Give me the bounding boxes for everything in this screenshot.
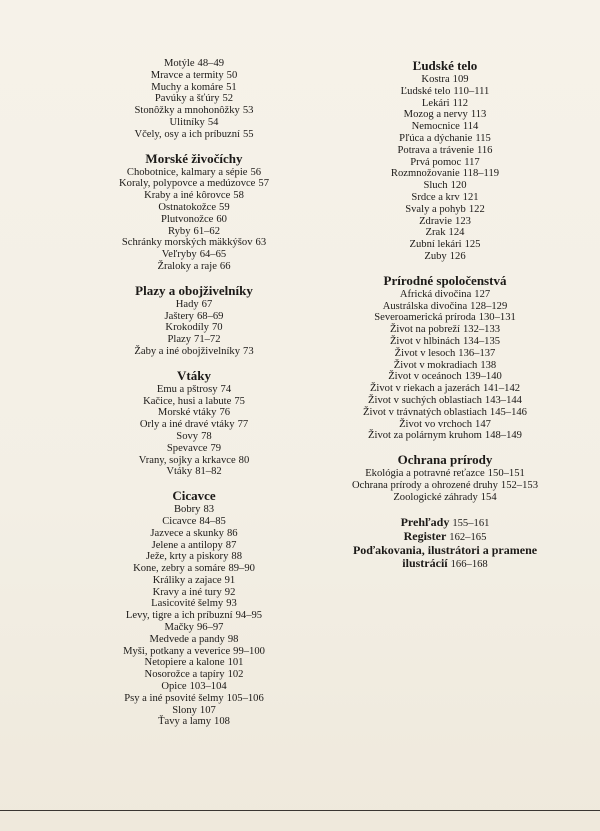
toc-entry-title: Jelene a antilopy (151, 539, 223, 551)
toc-entry-page: 87 (225, 539, 237, 551)
toc-entry-title: Ulitníky (169, 116, 205, 128)
toc-entry-page: 56 (250, 166, 262, 178)
toc-entry (167, 443, 221, 455)
toc-entry (176, 299, 213, 311)
toc-entry-title: Život v trávnatých oblastiach (363, 406, 487, 418)
toc-entry (126, 610, 262, 622)
toc-entry-page: 103–104 (189, 681, 227, 693)
toc-entry-title: Koraly, polypovce a medúzovce (119, 178, 256, 190)
toc-entry-page: 145–146 (489, 406, 527, 418)
toc-entry (370, 383, 520, 395)
toc-column-left (70, 58, 318, 738)
toc-entry-page: 162–165 (449, 531, 487, 543)
toc-entry-title: Králiky a zajace (152, 574, 222, 586)
toc-entry (122, 237, 266, 249)
toc-entry (166, 466, 221, 478)
toc-entry-page: 50 (226, 69, 238, 81)
toc-entry-page: 54 (207, 116, 219, 128)
toc-entry-title: Levy, tigre a ich príbuzní (125, 610, 233, 622)
section-heading: Plazy a obojživelníky (135, 282, 253, 298)
toc-entry-page: 94–95 (235, 610, 263, 622)
toc-entry-title: Život za polárnym kruhom (368, 430, 482, 442)
toc-entry-page: 57 (258, 178, 269, 190)
toc-entry (165, 311, 224, 323)
toc-entry-title: Motýle (163, 58, 195, 69)
toc-entry-title: Ochrana prírody a ohrozené druhy (352, 479, 498, 491)
toc-section (139, 368, 250, 478)
toc-entry-title: Nemocnice (411, 121, 460, 133)
toc-entry-title: Život v lesoch (394, 347, 456, 359)
toc-entry (405, 204, 485, 216)
toc-entry (127, 167, 261, 179)
toc-entry-title: Psy a iné psovité šelmy (124, 692, 224, 704)
toc-entry (390, 336, 500, 348)
toc-entry-title: Krokodíly (165, 322, 209, 334)
toc-entry-page: 134–135 (462, 335, 501, 347)
toc-entry-title: Muchy a komáre (151, 81, 224, 93)
toc-entry (144, 190, 244, 202)
toc-entry-title: Jazvece a skunky (150, 527, 224, 539)
toc-entry (400, 289, 490, 301)
toc-entry-page: 53 (242, 105, 254, 117)
toc-entry-title: Bobry (173, 504, 201, 516)
toc-entry-page: 79 (210, 442, 222, 454)
toc-section (123, 488, 265, 728)
toc-entry (164, 58, 224, 70)
toc-entry-page: 48–49 (197, 58, 225, 69)
toc-entry-title: Severoamerická príroda (374, 312, 476, 324)
toc-section (119, 151, 269, 273)
toc-entry-title: Chobotnice, kalmary a sépie (126, 166, 248, 178)
toc-entry-page: 51 (226, 81, 237, 93)
toc-entry-page: 102 (227, 669, 244, 681)
toc-entry-page: 112 (452, 97, 469, 109)
toc-entry-title: Vtáky (166, 466, 193, 478)
toc-entry-page: 55 (242, 128, 254, 140)
toc-entry-page: 52 (222, 93, 234, 105)
toc-entry-page: 110–111 (453, 85, 490, 97)
toc-entry-title: Myši, potkany a veverice (123, 645, 231, 657)
toc-entry-page: 81–82 (195, 466, 222, 478)
toc-entry-page: 80 (238, 454, 250, 466)
toc-entry-page: 91 (224, 574, 236, 586)
toc-entry (176, 431, 211, 443)
toc-entry (153, 587, 236, 599)
toc-entry-page: 78 (201, 430, 212, 442)
toc-entry-page: 128–129 (470, 300, 508, 312)
toc-entry (363, 407, 527, 419)
bottom-rule (0, 810, 600, 811)
toc-entry-title: Prvá pomoc (410, 156, 462, 168)
toc-entry (368, 395, 522, 407)
toc-section (352, 452, 538, 503)
toc-entry-page: 99–100 (233, 645, 265, 657)
toc-entry-page: 139–140 (464, 371, 502, 383)
toc-entry (172, 705, 216, 717)
toc-entry-title: Srdce a krv (411, 191, 460, 203)
toc-entry (170, 117, 219, 129)
toc-entry (412, 121, 479, 133)
toc-entry (383, 301, 508, 313)
toc-entry (151, 598, 237, 610)
toc-entry-title: Austrálska divočina (382, 300, 468, 312)
toc-entry-title: Prehľady (400, 514, 450, 529)
toc-entry (410, 239, 481, 251)
toc-entry (399, 133, 491, 145)
toc-entry-title: Zoologické záhrady (393, 491, 478, 503)
toc-entry-title: Opice (161, 681, 187, 693)
toc-entry-title: Život v hlbinách (389, 335, 460, 347)
toc-entry (119, 178, 269, 190)
toc-entry-page: 166–168 (450, 558, 488, 570)
toc-section-continued (134, 58, 253, 141)
toc-entry (401, 86, 490, 98)
toc-entry-page: 74 (220, 383, 232, 395)
toc-entry-title: Rozmnožovanie (390, 168, 460, 180)
toc-entry (423, 180, 466, 192)
section-heading: Ľudské telo (412, 58, 478, 73)
toc-entry (123, 646, 265, 658)
toc-entry-page: 88 (231, 551, 242, 563)
toc-entry (368, 430, 522, 442)
toc-entry-title: Kone, zebry a somáre (133, 563, 226, 575)
toc-entry (162, 516, 226, 528)
toc-entry-title: Emu a pštrosy (156, 383, 218, 395)
toc-entry (153, 575, 235, 587)
section-heading: Cicavce (172, 488, 216, 504)
toc-entry-page: 83 (203, 504, 215, 516)
toc-entry-page: 121 (462, 191, 479, 203)
toc-entry-page: 122 (468, 203, 485, 215)
toc-entry-page: 141–142 (482, 383, 521, 395)
toc-entry-title: Žaby a iné obojživelníky (134, 345, 241, 357)
toc-entry (158, 716, 230, 728)
toc-entry (395, 348, 496, 360)
toc-entry-page: 109 (452, 74, 469, 85)
toc-entry-page: 130–131 (478, 312, 516, 324)
toc-entry (151, 82, 236, 94)
toc-entry-page: 108 (214, 716, 230, 728)
toc-entry-page: 143–144 (484, 394, 522, 406)
toc-entry-title: Mačky (164, 622, 194, 634)
toc-entry-title: Pľúca a dýchanie (399, 132, 473, 144)
toc-entry-page: 70 (211, 322, 223, 334)
toc-entry-title: Mravce a termity (150, 69, 224, 81)
toc-entry (422, 98, 468, 110)
toc-entry (399, 419, 491, 431)
toc-entry-title: Kostra (421, 74, 450, 85)
toc-entry-title: Plutvonožce (161, 213, 214, 225)
toc-entry (419, 216, 471, 228)
toc-entry (168, 226, 220, 238)
toc-entry-title: Sluch (423, 180, 448, 192)
toc-entry (134, 346, 253, 358)
toc-entry-page: 64–65 (199, 249, 227, 261)
toc-entry-page: 117 (464, 156, 480, 168)
toc-entry-page: 77 (237, 419, 249, 431)
toc-entry-page: 73 (243, 345, 254, 357)
toc-entry-page: 123 (455, 215, 471, 227)
toc-entry-title: Ekológia a potravné reťazce (365, 468, 485, 480)
toc-entry-page: 84–85 (199, 515, 226, 527)
toc-entry (424, 251, 465, 263)
toc-entry-title: Lekári (421, 97, 450, 109)
section-heading: Vtáky (177, 367, 211, 383)
toc-entry-title: Život v suchých oblastiach (368, 394, 482, 406)
toc-entry-page: 63 (255, 237, 267, 249)
toc-entry-title: Život v oceánoch (388, 371, 462, 383)
toc-entry (151, 70, 238, 82)
section-heading: Ochrana prírody (397, 452, 493, 468)
toc-entry-page: 58 (233, 190, 244, 202)
toc-entry (157, 261, 230, 273)
toc-entry-title-line2 (353, 557, 537, 571)
toc-entry-page: 86 (226, 527, 238, 539)
toc-entry (152, 540, 237, 552)
toc-entry-page: 116 (476, 144, 493, 156)
toc-entry-title: Ťavy a lamy (158, 716, 212, 728)
toc-entry (174, 504, 214, 516)
toc-entry-title: Zubní lekári (409, 239, 462, 251)
toc-entry-title: Zdravie (419, 215, 453, 227)
toc-entry (165, 622, 224, 634)
toc-entry-page: 125 (464, 239, 481, 251)
toc-entry-title: Pavúky a šťúry (154, 93, 220, 105)
toc-entry (394, 360, 496, 372)
toc-entry-page: 118–119 (462, 168, 500, 180)
toc-entry-title: Cicavce (162, 515, 197, 527)
toc-entry-page: 154 (480, 491, 497, 503)
toc-entry-page: 93 (226, 598, 237, 610)
toc-entry-page: 120 (450, 180, 467, 192)
toc-entry-title: Život na pobreží (389, 324, 460, 336)
toc-entry (426, 227, 465, 239)
toc-entry-title: Ľudské telo (400, 85, 451, 97)
toc-entry-page: 67 (201, 298, 213, 310)
toc-entry (139, 455, 250, 467)
toc-entry-title: Svaly a pohyb (405, 203, 466, 215)
toc-entry (374, 312, 516, 324)
toc-entry-page: 68–69 (196, 310, 224, 322)
toc-entry-page: 113 (470, 109, 487, 121)
toc-entry (352, 480, 538, 492)
toc-entry (135, 105, 254, 117)
toc-entry (145, 657, 244, 669)
toc-entry-page: 98 (227, 633, 239, 645)
toc-entry-title: Poďakovania, ilustrátori a pramene (352, 542, 538, 557)
toc-entry-page: 76 (219, 407, 231, 419)
toc-entry-title: Zrak (425, 227, 446, 239)
toc-entry-page: 107 (199, 704, 216, 716)
toc-entry (421, 74, 468, 86)
toc-entry (146, 551, 242, 563)
toc-entry-page: 127 (474, 288, 491, 300)
toc-entry (390, 324, 500, 336)
toc-entry-page: 92 (224, 586, 236, 598)
toc-entry-page: 71–72 (194, 334, 221, 346)
toc-entry-page: 66 (219, 260, 231, 272)
toc-entry-title: Vrany, sojky a krkavce (138, 454, 236, 466)
toc-entry-page: 89–90 (228, 563, 255, 575)
toc-entry-title: Register (403, 528, 447, 543)
toc-section (363, 273, 527, 442)
toc-entry-title: Morské vtáky (157, 407, 217, 419)
toc-entry (167, 334, 220, 346)
toc-entry-page: 138 (480, 359, 497, 371)
toc-entry-title: Jaštery (164, 310, 194, 322)
toc-entry-page: 105–106 (226, 692, 264, 704)
toc-entry-page: 96–97 (196, 622, 224, 634)
toc-column-right (320, 58, 570, 581)
toc-entry-page: 101 (227, 657, 244, 669)
toc-entry (161, 214, 227, 226)
toc-entry-page: 114 (462, 121, 479, 133)
toc-entry-title: Život v riekach a jazerách (369, 383, 480, 395)
toc-entry-title: Zuby (424, 250, 447, 262)
toc-entry-title: Slony (172, 704, 197, 716)
toc-entry (388, 371, 502, 383)
toc-entry (365, 468, 525, 480)
toc-entry (140, 419, 248, 431)
toc-entry-title: Potrava a trávenie (397, 144, 474, 156)
toc-entry (165, 322, 222, 334)
toc-entry-title: Lasicovité šelmy (151, 598, 224, 610)
toc-entry-page: 60 (216, 213, 227, 225)
section-heading: Prírodné spoločenstvá (383, 272, 507, 288)
toc-entry-title: Ostnatokožce (158, 201, 217, 213)
toc-entry (133, 563, 255, 575)
toc-section (134, 283, 253, 358)
toc-entry-title: Africká divočina (399, 288, 472, 300)
toc-entry-title: Medvede a pandy (149, 633, 225, 645)
toc-entry-title: Orly a iné dravé vtáky (139, 419, 235, 431)
toc-main-entry (401, 516, 490, 530)
toc-section (391, 58, 499, 263)
toc-entry (410, 157, 479, 169)
toc-entry-title: Veľryby (161, 249, 197, 261)
toc-entry (157, 384, 231, 396)
toc-entry (124, 693, 264, 705)
toc-entry-title: Hady (175, 298, 199, 310)
toc-entry-title: Včely, osy a ich príbuzní (134, 128, 240, 140)
toc-entry-page: 136–137 (458, 347, 496, 359)
toc-entry-title: Život v mokradiach (393, 359, 478, 371)
toc-entry (155, 93, 233, 105)
toc-entry-title: Kravy a iné tury (152, 586, 222, 598)
toc-entry-title: Stonôžky a mnohonôžky (134, 105, 240, 117)
toc-entry-page: 132–133 (462, 324, 501, 336)
toc-entry (398, 145, 493, 157)
toc-entry (150, 634, 239, 646)
toc-entry (411, 192, 478, 204)
toc-entry-page: 115 (475, 132, 491, 144)
toc-entry (393, 492, 496, 504)
toc-entry (391, 168, 499, 180)
toc-entry-page: 147 (475, 418, 491, 430)
toc-entry-title: Sovy (176, 430, 199, 442)
section-heading: Morské živočíchy (145, 150, 243, 166)
toc-entry-title: Spevavce (166, 442, 208, 454)
toc-entry-title: Plazy (167, 334, 192, 346)
toc-entry-title: Žraloky a raje (157, 260, 217, 272)
toc-entry-title: Ježe, krty a piskory (146, 551, 229, 563)
toc-entry (150, 528, 237, 540)
toc-entry-page: 150–151 (487, 468, 525, 480)
toc-entry (162, 249, 226, 261)
toc-entry-title: Nosorožce a tapíry (144, 669, 225, 681)
toc-entry (158, 407, 230, 419)
toc-entry-title: Kačice, husi a labute (143, 395, 232, 407)
toc-entry (404, 109, 487, 121)
toc-main-entry (353, 544, 537, 571)
toc-entry-page: 148–149 (484, 430, 522, 442)
toc-final-entries (353, 516, 537, 571)
toc-entry-page: 126 (449, 250, 466, 262)
toc-entry-title: Netopiere a kalone (144, 657, 225, 669)
toc-entry-title: Život vo vrchoch (399, 418, 473, 430)
toc-entry-title: Schránky morských mäkkýšov (121, 237, 253, 249)
toc-entry-page: 75 (234, 395, 245, 407)
toc-entry-page: 152–153 (500, 479, 538, 491)
toc-entry-page: 59 (219, 201, 230, 213)
toc-entry-title: Ryby (167, 225, 191, 237)
toc-entry (161, 681, 226, 693)
toc-entry (158, 202, 229, 214)
toc-entry-title: Kraby a iné kôrovce (144, 190, 231, 202)
toc-entry (145, 669, 244, 681)
toc-entry-page: 155–161 (452, 517, 490, 529)
toc-main-entry (404, 530, 487, 544)
toc-entry-title: ilustrácií (402, 555, 448, 570)
toc-entry (134, 129, 253, 141)
toc-entry (143, 396, 245, 408)
toc-entry-page: 61–62 (193, 225, 220, 237)
toc-entry-page: 124 (448, 227, 465, 239)
toc-entry-title: Mozog a nervy (403, 109, 468, 121)
